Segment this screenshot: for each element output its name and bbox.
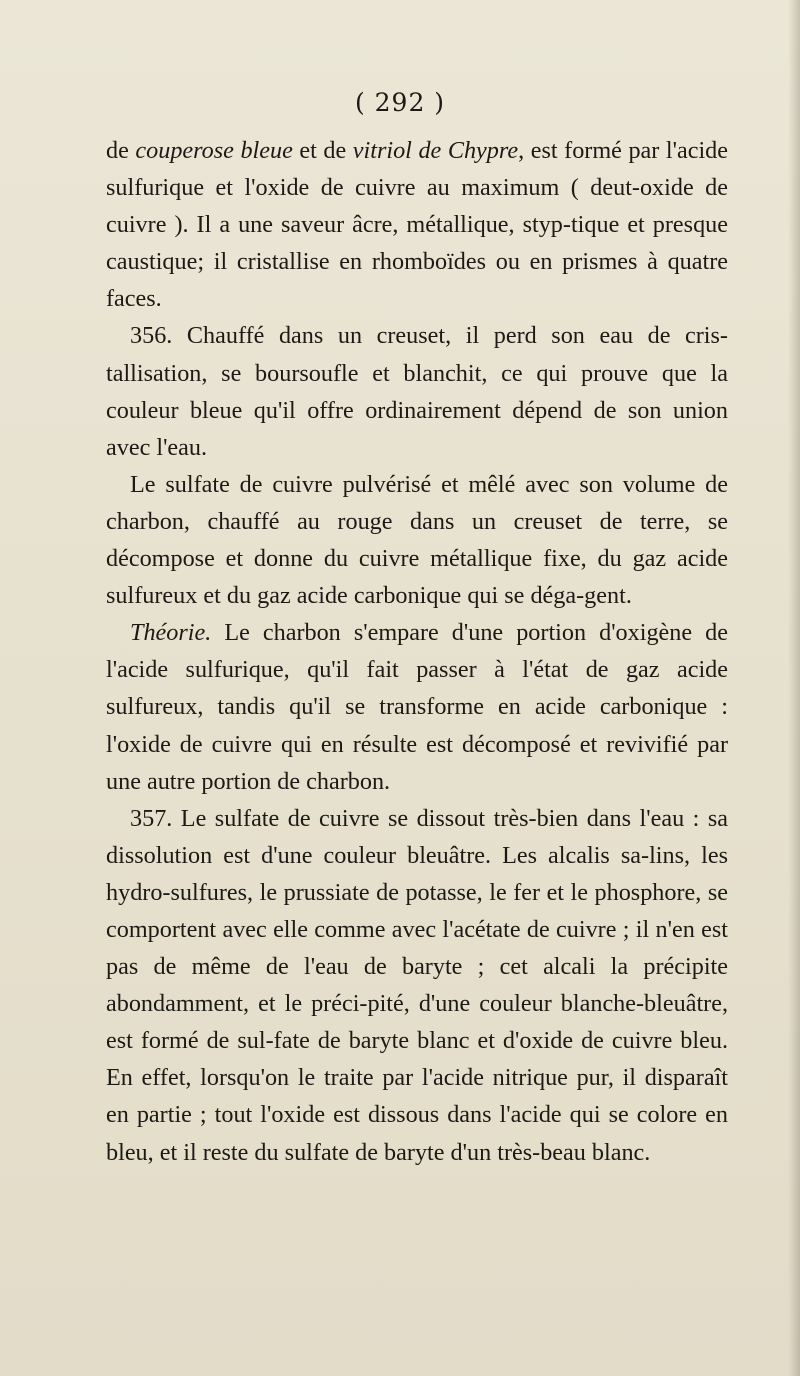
text-span: 357. Le sulfate de cuivre se dissout très-bien dans l'eau : sa dissolution est d'une couleur bleuâtre. Les alcalis sa-lins, les hydro-sulfures, le prussiate de potasse, le fer et le phosphore, se comportent avec elle comme avec l'acétate de cuivre ; il n'en est pas de même de l'eau de baryte ; cet alcali la précipite abondamment, et le préci-pité, d'une couleur blanche-bleuâtre, est formé de sul-fate de baryte blanc et d'oxide de cuivre bleu. En effet, lorsqu'on le traite par l'acide nitrique pur, il disparaît en partie ; tout l'oxide est dissous dans l'acide qui se colore en bleu, et il reste du sulfate de baryte d'un très-beau blanc. (106, 804, 728, 1166)
text-span: Le charbon s'empare d'une portion d'oxigène de l'acide sulfurique, qu'il fait passer à l'état de gaz acide sulfureux, tandis qu'il se transforme en acide carbonique : l'oxide de cuivre qui en résulte est décomposé et revivifié par une autre portion de charbon. (106, 619, 728, 795)
page-edge-shadow (788, 0, 800, 1376)
page-number: ( 292 ) (354, 88, 446, 117)
text-span: , est formé par l'acide sulfurique et l'oxide de cuivre au maximum ( deut-oxide de cuivre ). Il a une saveur âcre, métallique, styp-tique et presque caustique; il cristallise en rhomboïdes ou en prismes à quatre faces. (106, 137, 728, 313)
paragraph (106, 317, 728, 465)
paragraph (106, 614, 728, 799)
body-text (106, 132, 728, 1171)
italic-text: vitriol de Chypre (352, 137, 519, 164)
italic-text: couperose bleue (135, 137, 293, 164)
paragraph (106, 132, 728, 317)
text-span: 356. Chauffé dans un creuset, il perd son eau de cris-tallisation, se boursoufle et blanchit, ce qui prouve que la couleur bleue qu'il offre ordinairement dépend de son union avec l'eau. (106, 322, 728, 461)
italic-text: Théorie. (130, 619, 212, 647)
paragraph (106, 466, 728, 614)
text-span: Le sulfate de cuivre pulvérisé et mêlé avec son volume de charbon, chauffé au rouge dans un creuset de terre, se décompose et donne du cuivre métallique fixe, du gaz acide sulfureux et du gaz acide carbonique qui se déga-gent. (106, 470, 728, 610)
paragraph (106, 800, 728, 1171)
text-span: et de (292, 137, 353, 164)
text-span: de (106, 137, 136, 164)
